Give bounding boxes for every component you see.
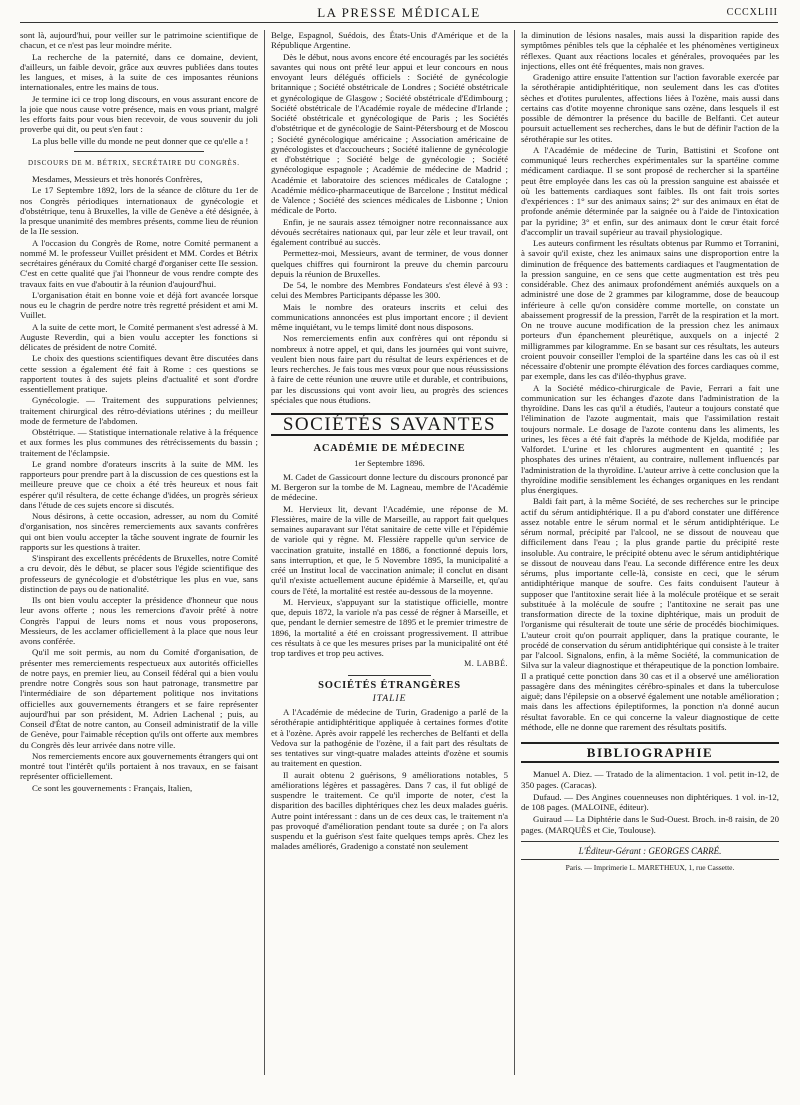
bibliography-entry: Dufaud. — Des Angines couenneuses non diphtériques. 1 vol. in-12, de 108 pages. (MALOINE, éditeur). [521,791,779,812]
paragraph: Qu'il me soit permis, au nom du Comité d'organisation, de présenter mes remerciements respectueux aux autorités officielles de notre pays, en premier lieu, au Conseil fédéral qui a bien voulu prendre notre Congrès sous son haut patronage, transmettre par l'intermédiaire de son département politique nos invitations officielles aux gouvernements étrangers et se faire représenter aujourd'hui par son président, M. Adrien Lachenal ; puis, au Conseil d'État de notre canton, au Conseil administratif de la ville de Genève, pour l'aimable réception qu'ils ont offerte aux membres du Congrès dès leur arrivée dans notre ville. [20,647,258,750]
paragraph: M. Cadet de Gassicourt donne lecture du discours prononcé par M. Bergeron sur la tombe de M. Lagneau, membre de l'Académie de médecine. [271,471,508,503]
paragraph: A la suite de cette mort, le Comité permanent s'est adressé à M. Auguste Reverdin, qui a bien voulu accepter les fonctions si délicates de président de notre Comité. [20,321,258,352]
column-3 [521,30,779,873]
paragraph: Nos remerciements enfin aux confrères qui ont répondu si nombreux à notre appel, et qui, dans les journées qui vont suivre, veulent bien nous faire part du résultat de leurs expériences et de leurs recherches. Je fais tous mes vœux pour que nous réussissions à faire de cette réunion une œuvre utile et durable, et contribuions, par les discussions qui vont avoir lieu, au progrès des sciences spéciales que nous étudions. [271,333,508,405]
paragraph: M. Hervieux, s'appuyant sur la statistique officielle, montre que, depuis 1872, la variole n'a pas cessé de régner à Marseille, et que, pendant le dernier semestre de 1895 et le premier trimestre de 1896, la mortalité a été en croissant progressivement. Il attribue ces résultats à ce que les mesures prises par la municipalité ont été trop tardives et trop peu actives. [271,596,508,658]
paragraph: Le grand nombre d'orateurs inscrits à la suite de MM. les rapporteurs pour prendre part à la discussion de ces questions est la meilleure preuve que ce choix a été très heureux et nous fait espérer qu'il résultera, de cette échange d'idées, un progrès sérieux dans l'étude de ces sujets encore si discutés. [20,458,258,510]
bibliography-title: BIBLIOGRAPHIE [521,742,779,763]
column-rule-1 [264,30,265,1075]
journal-title: LA PRESSE MÉDICALE [317,5,481,20]
column-2 [271,30,508,853]
paragraph: La plus belle ville du monde ne peut donner que ce qu'elle a ! [32,135,249,146]
paragraph: Permettez-moi, Messieurs, avant de terminer, de vous donner quelques chiffres qui fourniront la preuve du chemin parcouru depuis la réunion de Bruxelles. [271,248,508,279]
paragraph: Je termine ici ce trop long discours, en vous assurant encore de la joie que nous cause votre présence, mais en vous priant, malgré les efforts faits pour vous bien recevoir, de vous souvenir du joli proverbe qui dit, ou peut s'en faut : [20,93,258,135]
country-heading: ITALIE [372,693,407,704]
bibliography-entry: Guiraud — La Diphtérie dans le Sud-Ouest. Broch. in-8 raisin, de 20 pages. (MARQUÈS et Cie, Toulouse). [521,814,779,835]
etrangeres-heading: SOCIÉTÉS ÉTRANGÈRES [318,679,461,691]
section-title: SOCIÉTÉS SAVANTES [271,413,508,436]
paragraph: S'inspirant des excellents précédents de Bruxelles, notre Comité a cru devoir, dès le début, se placer sous l'égide scientifique des professeurs de gynécologie et d'obstétrique les plus en vue, sans distinction de pays ou de nationalité. [20,553,258,594]
session-date: 1er Septembre 1896. [354,457,425,468]
paragraph: sont là, aujourd'hui, pour veiller sur le patrimoine scientifique de chacun, et ce n'est pas leur moindre mérite. [20,30,258,51]
paragraph: Le choix des questions scientifiques devant être discutées dans cette session a également été fait à Rome : ces questions se rapportent toutes à des sujets pleins d'actualité et sont d'ordre essentiellement pratique. [20,353,258,394]
paragraph: L'organisation était en bonne voie et déjà fort avancée lorsque nous eu le chagrin de perdre notre très regretté président et ami M. Vuillet. [20,289,258,321]
paragraph: A l'occasion du Congrès de Rome, notre Comité permanent a nommé M. le professeur Vuillet président et MM. Cordes et Bétrix secrétaires généraux du Comité chargé d'organiser cette IIe session. C'est en cette qualité que j'ai l'honneur de vous rendre compte des travaux faits en vue d'aboutir à la réunion d'aujourd'hui. [20,237,258,289]
page-folio: CCCXLIII [726,7,778,18]
paragraph: Mais le nombre des orateurs inscrits et celui des communications annoncées est plus important encore ; il devient même inquiétant, vu le temps limité dont nous disposons. [271,301,508,332]
academie-heading: ACADÉMIE DE MÉDECINE [313,443,466,455]
paragraph: Nos remerciements encore aux gouvernements étrangers qui ont montré tout l'intérêt qu'ils portaient à nos travaux, en se faisant représenter officiellement. [20,750,258,782]
separator [74,151,205,152]
separator [348,675,431,676]
printer-line: Paris. — Imprimerie L. MARETHEUX, 1, rue Cassette. [521,859,779,873]
paragraph: Gradenigo attire ensuite l'attention sur l'action favorable exercée par la sérothérapie antidiphtéritique, non seulement dans les cas d'otites sèches et d'otites purulentes, affections liées à l'ozène, mais aussi dans certains cas d'otite moyenne chronique sans ozène, dans lesquels il est possible de démontrer la présence du bacille de Belfanti. Cet auteur poursuit actuellement ses recherches, dans le but de définir l'action de la sérothérapie sur les otites. [521,72,779,144]
paragraph: Enfin, je ne saurais assez témoigner notre reconnaissance aux dévoués secrétaires nationaux qui, par leur zèle et leur travail, ont également contribué au succès. [271,216,508,247]
paragraph: la diminution de lésions nasales, mais aussi la disparition rapide des symptômes pénibles tels que la céphalée et les phénomènes vertigineux réflexes. Quant aux réactions locales et générales, provoquées par les injections, elles ont été fréquentes, mais non graves. [521,30,779,71]
paragraph: Dès le début, nous avons encore été encouragés par les sociétés savantes qui nous ont prêté leur appui et leur concours en nous envoyant leurs délégués officiels : Société de gynécologie britannique ; Société obstétricale de Londres ; Société obstétricale et gynécologique de Glasgow ; Société obstétricale d'Edimbourg ; Société obstétricale de l'Académie royale de médecine d'Irlande ; Société obstétricale et gynécologique de Paris ; les Sociétés d'obstétrique et de gynécologie de Saint-Pétersbourg et de Moscou ; Société gynécologique américaine ; Association américaine de gynécologistes et d'accoucheurs ; Société italienne de gynécologie et d'obstétrique ; Société belge de gynécologie ; Société gynécologique espagnole ; Académie de médecine de Madrid ; Académie et laboratoire des sciences médicales de Catalogne ; Académie médico-pharmaceutique de Barcelone ; Institut médical de Valence ; Société des sciences médicales de Lisbonne ; Union médicale de Porto. [271,51,508,216]
paragraph: De 54, le nombre des Membres Fondateurs s'est élevé à 93 : celui des Membres Participants dépasse les 300. [271,280,508,301]
paragraph: Les auteurs confirment les résultats obtenus par Rummo et Torranini, à savoir qu'il existe, chez les animaux sains une disproportion entre la diminution de fréquence des battements cardiaques et l'augmentation de la pression sanguine, en ce sens que cette augmentation est très peu considérable. Chez des animaux profondément anémiés auxquels on a administré une dose de 2 grammes par kilogramme, dose de beaucoup inférieure à celle qu'on considère comme mortelle, on constate un abaissement progressif de la pression, l'arrêt de la respiration et la mort. On ne trouve aucune modification de la pression chez les animaux porteurs d'un épanchement pleurétique, auxquels on a injecté 2 milligrammes par kilogramme. En se basant sur ces résultats, les auteurs croient pouvoir conseiller l'emploi de la spartéine dans les cas où il est nécessaire d'obtenir une prompte élévation des forces cardiaques comme, par exemple, dans les cas d'iléo-thyphus grave. [521,238,779,382]
paragraph: Ce sont les gouvernements : Français, Italien, [32,782,193,793]
discours-heading: DISCOURS DE M. BÉTRIX, SECRÉTAIRE DU CONGRÈS. [28,158,240,167]
paragraph: A l'Académie de médecine de Turin, Battistini et Scofone ont communiqué leurs recherches expérimentales sur la spartéine comme médicament cardiaque. Il se sont proposé de rechercher si la spartéine peut être employée dans les cas où la pression sanguine est abaissée et où les battements cardiaques sont faibles. Ils ont fait trois sortes d'expériences : 1° sur des animaux sains; 2° sur des animaux en état de profonde anémie déterminée par la saignée ou à l'aide de l'intoxication par la pyridine; 3° et enfin, sur des animaux dont le cœur était forcé d'accomplir un travail supérieur au travail physiologique. [521,144,779,237]
paragraph: Baldi fait part, à la même Société, de ses recherches sur le principe actif du sérum antidiphtérique. Il a pu d'abord constater une différence assez notable entre le sérum normal et le sérum antidiphtérique. Le sérum normal, précipité par l'alcool, ne se dissout de nouveau que difficilement dans l'eau ; la plus grande partie du précipité reste insoluble. Au contraire, le précipité obtenu avec le sérum antidiphtérique se dissout de nouveau dans l'eau. La seconde différence entre les deux sérums, plus importante celle-là, consiste en ceci, que le sérum antidiphtérique manque de soufre. Ces faits conduisent l'auteur à supposer que l'antitoxine serait liée à la molécule protéique et se serait substituée à la molécule de soufre ; l'antitoxine ne serait pas une transformation directe de la toxine diphtérique, mais un produit de l'organisme qui résulterait de toute une série de procédés biochimiques. L'auteur croit qu'on pourrait appliquer, dans la pratique courante, le procédé de conservation du sérum antidiphtérique qui consiste à le traiter par l'alcool. Signalons, enfin, à la même Société, la communication de Silva sur la valeur diagnostique et thérapeutique de la ponction lombaire. Il a pratiqué cette ponction dans 30 cas et il a observé une amélioration passagère dans des méningites cérébro-spinales et dans la tuberculose aiguë; dans l'épilepsie on a observé également une notable amélioration ; mais dans les affections épileptiformes, la ponction n'a donné aucun résultat favorable. En ce qui concerne la valeur diagnostique de cette méthode, elle ne donne que rarement des résultats positifs. [521,496,779,732]
editor-line: L'Éditeur-Gérant : GEORGES CARRÉ. [521,841,779,856]
paragraph: Il aurait obtenu 2 guérisons, 9 améliorations notables, 5 améliorations légères et passagères. Dans 7 cas, il fut obligé de suspendre le traitement. Ce qu'il importe de noter, c'est la disparition des bacilles diphtériques chez les deux malades guéris. Autre point intéressant : dans un de ces deux cas, le traitement n'a pas provoqué d'amélioration pendant toute sa durée ; on l'a alors suspendu et la guérison s'est faite quelques temps après. Chez les malades améliorés, Gradenigo a constaté non seulement [271,769,508,852]
paragraph: Obstétrique. — Statistique internationale relative à la fréquence et aux formes les plus communes des rétrécissements du bassin ; traitement de l'éclampsie. [20,427,258,458]
paragraph: Mesdames, Messieurs et très honorés Confrères, [32,174,203,184]
author-signature: M. LABBÉ. [464,659,508,669]
paragraph: La recherche de la paternité, dans ce domaine, devient, d'ailleurs, un faible devoir, grâce aux œuvres publiées dans toutes les langues, et mises, à la suite de ces imposantes réunions internationales, entre les mains de tous. [20,51,258,93]
column-rule-2 [514,30,515,1075]
paragraph: Le 17 Septembre 1892, lors de la séance de clôture du 1er de nos Congrès périodiques internationaux de gynécologie et d'obstétrique, tenu à Bruxelles, la ville de Genève a été désignée, à la presque unanimité des membres présents, comme lieu de réunion de la IIe session. [20,185,258,237]
paragraph: M. Hervieux lit, devant l'Académie, une réponse de M. Flessières, maire de la ville de Marseille, au rapport fait quelques semaines auparavant sur l'état sanitaire de cette ville et l'épidémie de variole qui y règne. M. Flessière rappelle qu'un service de vaccination gratuite, installé en 1886, a fonctionné depuis lors, sans interruption, et que, le 5 Novembre 1895, la municipalité a créé un Institut local de vaccination animale; il conclut en disant qu'il n'existe actuellement aucune épidémie à Marseille, et, qu'au cours de l'été, la mortalité est restée au-dessous de la moyenne. [271,503,508,596]
column-1 [20,30,258,794]
bibliography-entry: Manuel A. Diez. — Tratado de la alimentacion. 1 vol. petit in-12, de 350 pages. (Caracas). [521,769,779,790]
paragraph: Belge, Espagnol, Suédois, des États-Unis d'Amérique et de la République Argentine. [271,30,508,51]
page-header [20,4,778,23]
paragraph: Nous désirons, à cette occasion, adresser, au nom du Comité d'organisation, nos sincères remerciements aux savants confrères qui ont bien voulu accepter la tâche souvent ingrate de fournir les rapports sur les questions à traiter. [20,511,258,552]
paragraph: Gynécologie. — Traitement des suppurations pelviennes; traitement chirurgical des rétro-déviations utérines ; du meilleur mode de fermeture de l'abdomen. [20,395,258,426]
paragraph: A l'Académie de médecine de Turin, Gradenigo a parlé de la sérothérapie antidiphtéritique appliquée à certaines formes d'otite et à l'ozène. Après avoir rappelé les recherches de Belfanti et della Vedova sur la pathogénie de l'ozène, il a fait part des résultats de ses tentatives sur vingt-quatre malades atteints d'ozène et soumis au traitement en question. [271,707,508,769]
paragraph: A la Société médico-chirurgicale de Pavie, Ferrari a fait une communication sur les échanges d'azote dans l'administration de la thyroïdine. Dans les cas qu'il a étudiés, l'auteur a toujours constaté que l'élimination de l'azote augmentait, mais que l'assimilation restait toujours normale. Le dosage de l'azote contenu dans les aliments, les urines, les fèces a été fait d'après la méthode de Kjelda, modifiée par Valfordet. L'urine et les chlorures augmentent en quantité ; les phosphates des urines n'étaient, au contraire, nullement influencés par l'administration de la thyroïdine. L'auteur arrive à cette conclusion que la thyroïdine modifie sensiblement les échanges organiques en les rendant plus énergiques. [521,382,779,495]
paragraph: Ils ont bien voulu accepter la présidence d'honneur que nous leur avons offerte ; nous les remercions d'avoir prêté à notre Congrès l'appui de leurs noms et nous vous proposerons, Messieurs, de les acclamer officiellement à la place que nous leur avons conférée. [20,595,258,646]
